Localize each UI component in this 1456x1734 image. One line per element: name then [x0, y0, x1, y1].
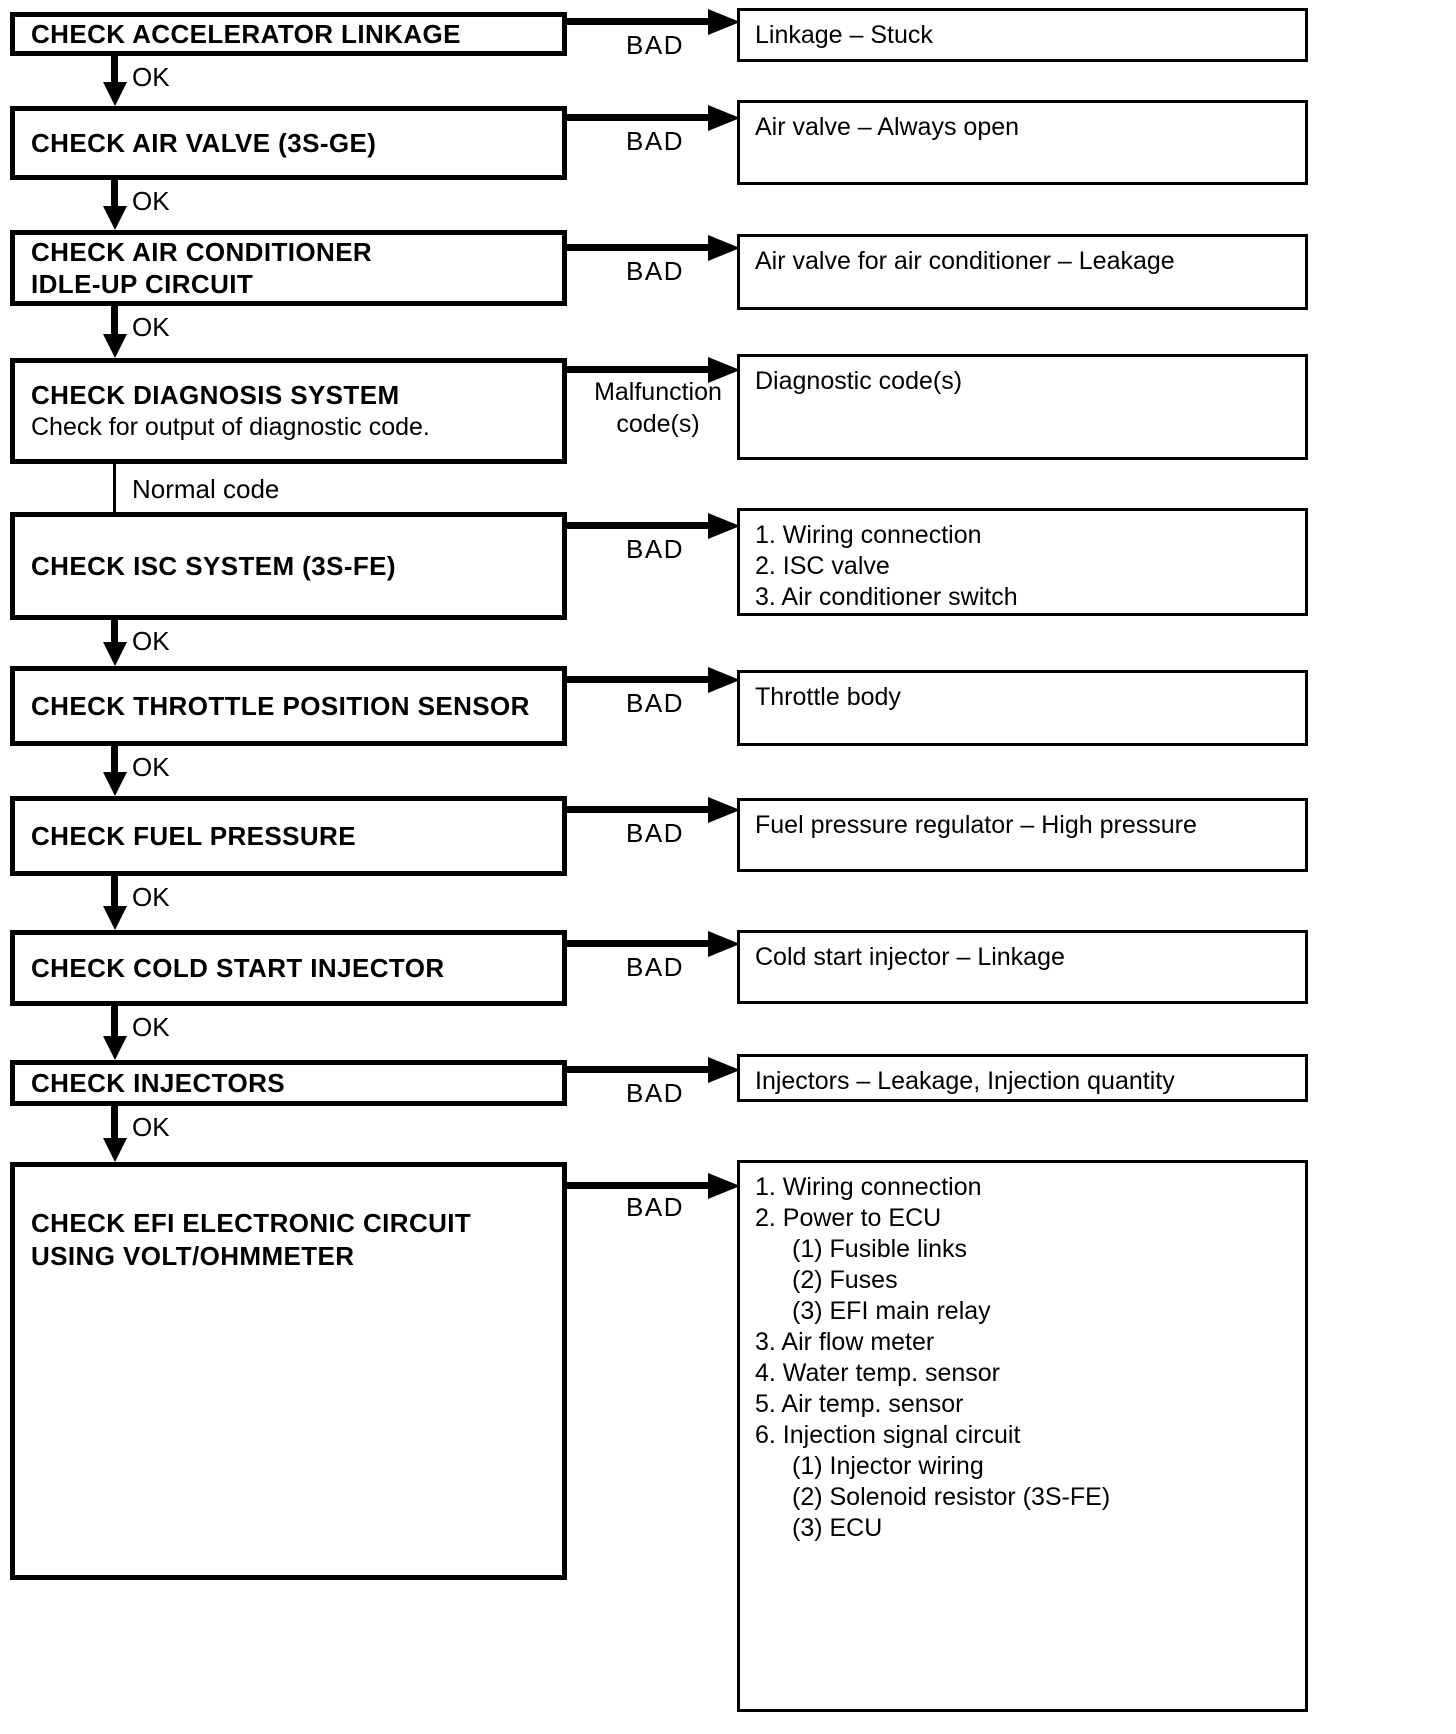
arrowhead-down-icon [103, 1138, 127, 1162]
result-line: (1) Injector wiring [792, 1452, 984, 1480]
check-box-title: IDLE-UP CIRCUIT [31, 269, 254, 299]
result-line: 5. Air temp. sensor [755, 1390, 964, 1418]
check-box-title: USING VOLT/OHMMETER [31, 1240, 355, 1271]
result-line: (3) EFI main relay [792, 1297, 991, 1325]
result-line: Linkage – Stuck [755, 21, 933, 49]
bad-arrow [567, 940, 709, 947]
check-box-title: CHECK EFI ELECTRONIC CIRCUIT [31, 1208, 472, 1238]
result-line: Air valve for air conditioner – Leakage [755, 247, 1175, 275]
result-line: 1. Wiring connection [755, 1173, 982, 1201]
check-box-title: CHECK INJECTORS [31, 1067, 286, 1098]
check-box-title: CHECK ISC SYSTEM (3S-FE) [31, 550, 396, 581]
result-box [737, 798, 1308, 872]
check-box [10, 796, 567, 876]
arrowhead-down-icon [103, 642, 127, 666]
normal-code-label: Normal code [132, 474, 280, 504]
result-line: 6. Injection signal circuit [755, 1421, 1021, 1449]
ok-label: OK [132, 1012, 170, 1042]
bad-arrow [567, 522, 709, 529]
check-box-title: CHECK THROTTLE POSITION SENSOR [31, 690, 530, 721]
bad-arrow [567, 18, 709, 25]
ok-label: OK [132, 62, 170, 92]
ok-label: OK [132, 626, 170, 656]
malfunction-arrow [567, 366, 709, 373]
bad-arrow [567, 244, 709, 251]
arrowhead-down-icon [103, 82, 127, 106]
result-line: 2. Power to ECU [755, 1204, 942, 1232]
result-box [737, 930, 1308, 1004]
ok-label: OK [132, 186, 170, 216]
result-line: Throttle body [755, 683, 901, 711]
check-box [10, 930, 567, 1006]
bad-label: BAD [626, 1078, 684, 1108]
bad-arrow [567, 1066, 709, 1073]
result-box [737, 1160, 1308, 1712]
normal-code-line [113, 464, 116, 512]
result-box [737, 8, 1308, 62]
check-box [10, 1162, 567, 1580]
arrowhead-down-icon [103, 206, 127, 230]
ok-arrow [111, 620, 118, 642]
result-line: (2) Fuses [792, 1266, 898, 1294]
result-line: (3) ECU [792, 1514, 883, 1542]
result-line: 2. ISC valve [755, 552, 890, 580]
arrowhead-down-icon [103, 1036, 127, 1060]
check-box-title: CHECK DIAGNOSIS SYSTEM [31, 379, 400, 410]
bad-label: BAD [626, 30, 684, 60]
result-line: Air valve – Always open [755, 113, 1020, 141]
bad-arrow [567, 676, 709, 683]
ok-arrow [111, 1106, 118, 1138]
bad-label: BAD [626, 688, 684, 718]
result-line: (1) Fusible links [792, 1235, 968, 1263]
result-line: Injectors – Leakage, Injection quantity [755, 1067, 1175, 1095]
result-line: 4. Water temp. sensor [755, 1359, 1000, 1387]
arrowhead-down-icon [103, 772, 127, 796]
bad-label: BAD [626, 126, 684, 156]
ok-label: OK [132, 312, 170, 342]
ok-arrow [111, 56, 118, 82]
malfunction-label: Malfunction code(s) [594, 378, 722, 438]
bad-label: BAD [626, 256, 684, 286]
result-box [737, 508, 1308, 616]
bad-label: BAD [626, 1192, 684, 1222]
check-box-title: CHECK FUEL PRESSURE [31, 820, 356, 851]
check-box-note: Check for output of diagnostic code. [31, 413, 430, 441]
check-box-title: CHECK AIR VALVE (3S-GE) [31, 127, 377, 158]
result-line: 3. Air conditioner switch [755, 583, 1018, 611]
bad-arrow [567, 114, 709, 121]
bad-label: BAD [626, 952, 684, 982]
ok-label: OK [132, 752, 170, 782]
check-box [10, 106, 567, 180]
bad-label: BAD [626, 534, 684, 564]
bad-label: BAD [626, 818, 684, 848]
check-box-title: CHECK AIR CONDITIONER [31, 236, 373, 267]
check-box [10, 12, 567, 56]
result-box [737, 100, 1308, 185]
ok-label: OK [132, 882, 170, 912]
result-line: Diagnostic code(s) [755, 367, 963, 395]
ok-arrow [111, 876, 118, 906]
arrowhead-down-icon [103, 906, 127, 930]
result-box [737, 234, 1308, 310]
result-box [737, 670, 1308, 746]
ok-label: OK [132, 1112, 170, 1142]
bad-arrow [567, 806, 709, 813]
result-line: Cold start injector – Linkage [755, 943, 1065, 971]
ok-arrow [111, 180, 118, 206]
ok-arrow [111, 1006, 118, 1036]
check-box-title: CHECK COLD START INJECTOR [31, 952, 445, 983]
result-box [737, 354, 1308, 460]
check-box [10, 666, 567, 746]
result-line: 3. Air flow meter [755, 1328, 935, 1356]
arrowhead-down-icon [103, 334, 127, 358]
bad-arrow [567, 1182, 709, 1189]
check-box [10, 1060, 567, 1106]
ok-arrow [111, 746, 118, 772]
check-box-title: CHECK ACCELERATOR LINKAGE [31, 18, 461, 49]
check-box [10, 512, 567, 620]
check-box [10, 230, 567, 306]
result-box [737, 1054, 1308, 1102]
check-box [10, 358, 567, 464]
result-line: Fuel pressure regulator – High pressure [755, 811, 1197, 839]
result-line: 1. Wiring connection [755, 521, 982, 549]
result-line: (2) Solenoid resistor (3S-FE) [792, 1483, 1111, 1511]
ok-arrow [111, 306, 118, 334]
